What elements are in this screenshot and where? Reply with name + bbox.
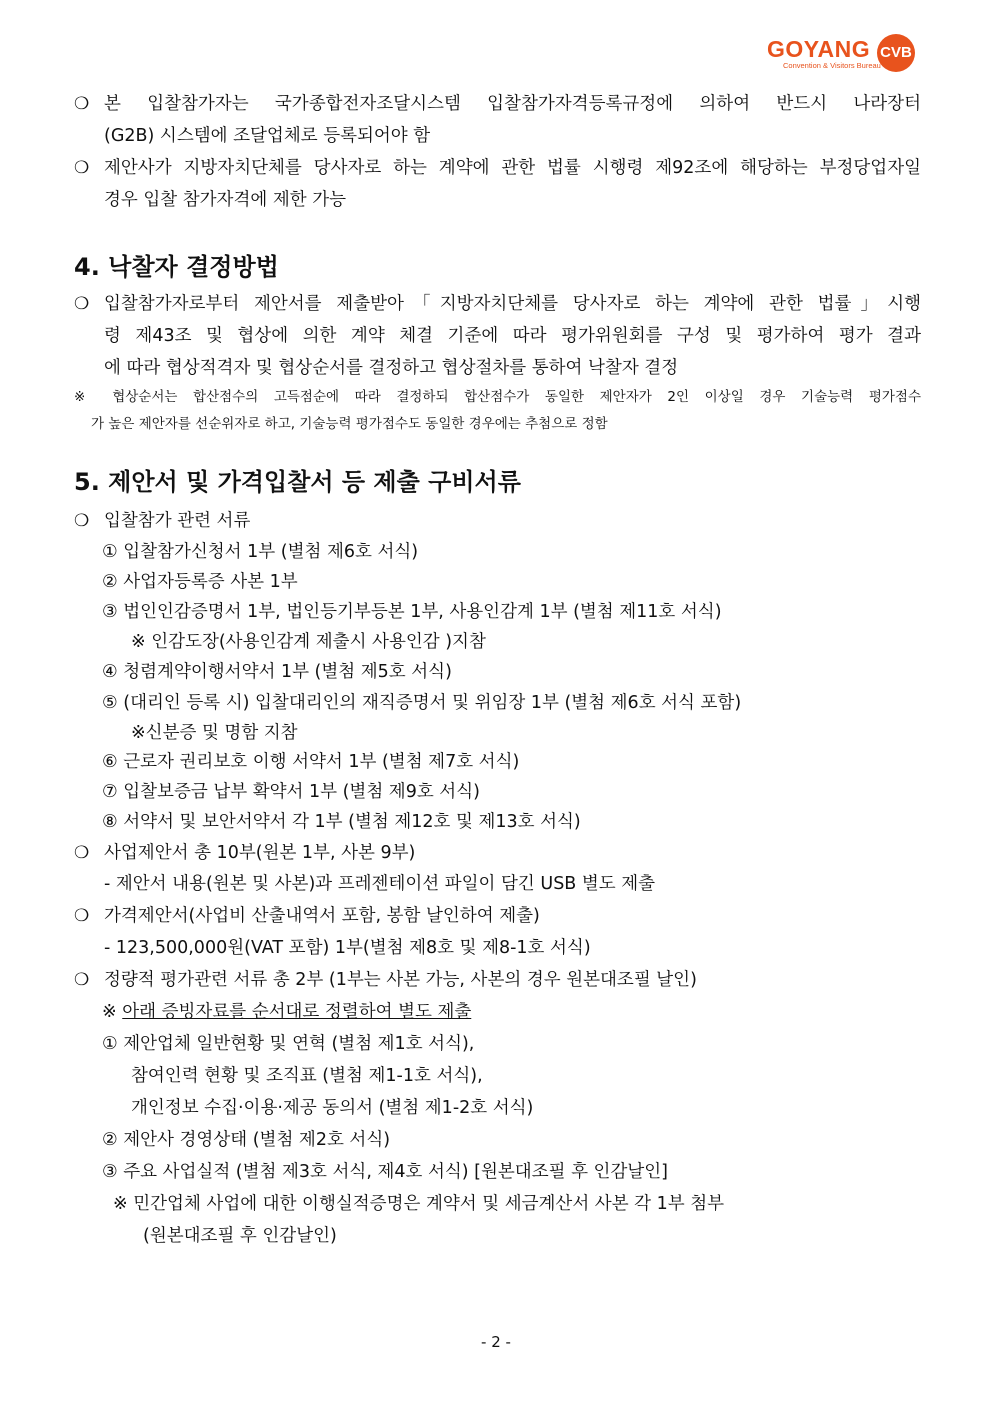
intro-b2-line1: 제안사가 지방자치단체를 당사자로 하는 계약에 관한 법률 시행령 제92조에 해당하는 부정당업자일 (104, 158, 921, 178)
s5-b1-item: ② 사업자등록증 사본 1부 (102, 572, 298, 592)
s5-b4-item: 개인정보 수집·이용·제공 동의서 (별첨 제1-2호 서식) (131, 1098, 534, 1118)
intro-b1-line2: (G2B) 시스템에 조달업체로 등록되어야 함 (104, 126, 431, 146)
s5-b4-final-note-line1: ※ 민간업체 사업에 대한 이행실적증명은 계약서 및 세금계산서 사본 각 1부 첨부 (113, 1194, 725, 1214)
page-number: - 2 - (481, 1333, 511, 1351)
s5-b2-sub: - 제안서 내용(원본 및 사본)과 프레젠테이션 파일이 담긴 USB 별도 제출 (104, 874, 656, 894)
goyang-cvb-logo (767, 34, 919, 78)
intro-b2-line2: 경우 입찰 참가자격에 제한 가능 (104, 190, 347, 210)
s5-b4-note-mark: ※ (102, 1002, 117, 1022)
s5-b4-item: ③ 주요 사업실적 (별첨 제3호 서식, 제4호 서식) [원본대조필 후 인감날인] (102, 1162, 668, 1182)
s4-b1-line1: 입찰참가자로부터 제안서를 제출받아「지방자치단체를 당사자로 하는 계약에 관한 법률」시행 (104, 294, 921, 314)
s5-b3-sub: - 123,500,000원(VAT 포함) 1부(별첨 제8호 및 제8-1호 서식) (104, 938, 591, 958)
s5-b4-text: 정량적 평가관련 서류 총 2부 (1부는 사본 가능, 사본의 경우 원본대조필 날인) (104, 970, 697, 990)
s5-b4-item: ② 제안사 경영상태 (별첨 제2호 서식) (102, 1130, 391, 1150)
bullet-icon: ❍ (74, 970, 90, 990)
s4-b1-line2: 령 제43조 및 협상에 의한 계약 체결 기준에 따라 평가위원회를 구성 및 평가하여 평가 결과 (104, 326, 921, 346)
s4-note-line2: 가 높은 제안자를 선순위자로 하고, 기술능력 평가점수도 동일한 경우에는 추첨으로 정함 (91, 416, 608, 432)
s5-b3-text: 가격제안서(사업비 산출내역서 포함, 봉함 날인하여 제출) (104, 906, 540, 926)
s5-b1-item: ⑦ 입찰보증금 납부 확약서 1부 (별첨 제9호 서식) (102, 782, 480, 802)
logo-badge: CVB (877, 34, 915, 72)
s5-b1-item: ⑧ 서약서 및 보안서약서 각 1부 (별첨 제12호 및 제13호 서식) (102, 812, 581, 832)
s5-b4-item: ① 제안업체 일반현황 및 연혁 (별첨 제1호 서식), (102, 1034, 475, 1054)
bullet-icon: ❍ (74, 843, 90, 863)
s5-b4-final-note-line2: (원본대조필 후 인감날인) (143, 1226, 337, 1246)
bullet-icon: ❍ (74, 906, 90, 926)
s5-b1-item: ⑥ 근로자 권리보호 이행 서약서 1부 (별첨 제7호 서식) (102, 752, 520, 772)
s5-b1-item: ④ 청렴계약이행서약서 1부 (별첨 제5호 서식) (102, 662, 452, 682)
bullet-icon: ❍ (74, 94, 90, 114)
s5-b1-note: ※ 인감도장(사용인감계 제출시 사용인감 )지참 (131, 632, 486, 652)
s5-b4-note-text: 아래 증빙자료를 순서대로 정렬하여 별도 제출 (122, 1002, 472, 1022)
bullet-icon: ❍ (74, 294, 90, 314)
s4-note-line1: ※ 협상순서는 합산점수의 고득점순에 따라 결정하되 합산점수가 동일한 제안자가 2인 이상일 경우 기술능력 평가점수 (74, 389, 921, 405)
logo-subtitle: Convention & Visitors Bureau (783, 61, 881, 70)
section-4-title: 4. 낙찰자 결정방법 (74, 253, 279, 281)
s5-b1-item: ① 입찰참가신청서 1부 (별첨 제6호 서식) (102, 542, 419, 562)
logo-text: GOYANG (767, 36, 871, 62)
s5-b1-item: ③ 법인인감증명서 1부, 법인등기부등본 1부, 사용인감계 1부 (별첨 제11호 서식) (102, 602, 722, 622)
bullet-icon: ❍ (74, 511, 90, 531)
s5-b4-item: 참여인력 현황 및 조직표 (별첨 제1-1호 서식), (131, 1066, 483, 1086)
section-5-title: 5. 제안서 및 가격입찰서 등 제출 구비서류 (74, 468, 521, 496)
s5-b4-note (102, 998, 471, 1026)
s5-b1-note: ※신분증 및 명함 지참 (131, 723, 298, 743)
s5-b1-text: 입찰참가 관련 서류 (104, 511, 251, 531)
s5-b1-item: ⑤ (대리인 등록 시) 입찰대리인의 재직증명서 및 위임장 1부 (별첨 제6호 서식 포함) (102, 693, 742, 713)
bullet-icon: ❍ (74, 158, 90, 178)
intro-b1-line1: 본 입찰참가자는 국가종합전자조달시스템 입찰참가자격등록규정에 의하여 반드시 나라장터 (104, 94, 921, 114)
s4-b1-line3: 에 따라 협상적격자 및 협상순서를 결정하고 협상절차를 통하여 낙찰자 결정 (104, 358, 679, 378)
s5-b2-text: 사업제안서 총 10부(원본 1부, 사본 9부) (104, 843, 416, 863)
